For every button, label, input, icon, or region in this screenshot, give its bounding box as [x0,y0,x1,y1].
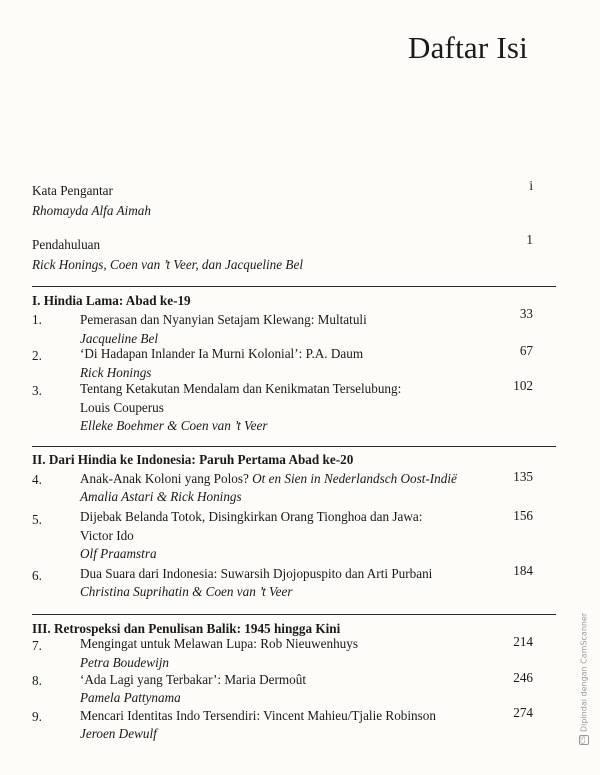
entry-page-number: 156 [513,508,533,523]
entry-title: Dijebak Belanda Totok, Disingkirkan Orang Tionghoa dan Jawa: [80,509,423,524]
entry-page-number: 102 [513,378,533,393]
entry-page-number: 33 [519,306,533,321]
entry-page-number: 135 [513,469,533,484]
entry-page-number: i [529,178,533,193]
section-heading: III. Retrospeksi dan Penulisan Balik: 1945 hingga Kini [32,621,341,636]
entry-page-number: 214 [513,634,533,649]
entry-number: 8. [32,673,42,688]
entry-title [80,471,457,487]
section-divider [32,446,556,447]
entry-author: Jeroen Dewulf [80,726,157,741]
entry-author: Rick Honings [80,365,152,380]
entry-page-number: 246 [513,670,533,685]
entry-title-continued: Victor Ido [80,528,134,543]
entry-author: Petra Boudewijn [80,655,170,670]
entry-author: Rhomayda Alfa Aimah [32,203,151,218]
entry-page-number: 274 [513,705,533,720]
entry-title: Kata Pengantar [32,183,113,198]
entry-page-number: 1 [526,232,533,247]
camscanner-icon: CS [580,736,587,744]
entry-title: Mengingat untuk Melawan Lupa: Rob Nieuwenhuys [80,636,358,651]
entry-number: 9. [32,709,42,724]
entry-page-number: 67 [519,343,533,358]
entry-author: Jacqueline Bel [80,331,158,346]
entry-number: 4. [32,472,42,487]
entry-title-italic: Ot en Sien in Nederlandsch Oost-Indië [252,471,457,486]
entry-number: 5. [32,512,42,527]
entry-number: 1. [32,312,42,327]
entry-number: 3. [32,383,42,398]
entry-number: 7. [32,638,42,653]
entry-title-plain: Anak-Anak Koloni yang Polos? [80,471,253,486]
section-divider [32,614,556,615]
entry-author: Pamela Pattynama [80,690,181,705]
entry-title: Tentang Ketakutan Mendalam dan Kenikmatan Terselubung: [80,381,402,396]
entry-author: Amalia Astari & Rick Honings [80,489,242,504]
entry-title: ‘Ada Lagi yang Terbakar’: Maria Dermoût [80,672,306,687]
entry-title: Pendahuluan [32,237,101,252]
entry-author: Christina Suprihatin & Coen van ’t Veer [80,584,293,599]
entry-page-number: 184 [513,563,533,578]
entry-title-continued: Louis Couperus [80,400,164,415]
entry-number: 2. [32,348,42,363]
entry-title: Dua Suara dari Indonesia: Suwarsih Djojopuspito dan Arti Purbani [80,566,433,581]
entry-title: Mencari Identitas Indo Tersendiri: Vincent Mahieu/Tjalie Robinson [80,708,436,723]
section-heading: II. Dari Hindia ke Indonesia: Paruh Pertama Abad ke-20 [32,452,354,467]
entry-title: ‘Di Hadapan Inlander Ia Murni Kolonial’: P.A. Daum [80,346,364,361]
section-heading: I. Hindia Lama: Abad ke-19 [32,293,191,308]
entry-author: Rick Honings, Coen van ’t Veer, dan Jacqueline Bel [32,257,303,272]
entry-number: 6. [32,568,42,583]
section-divider [32,286,556,287]
entry-title: Pemerasan dan Nyanyian Setajam Klewang: Multatuli [80,312,367,327]
entry-author: Elleke Boehmer & Coen van ’t Veer [80,418,268,433]
entry-author: Olf Praamstra [80,546,157,561]
watermark-text: Dipindai dengan CamScanner [579,612,589,732]
scanner-watermark [579,613,589,745]
page-title: Daftar Isi [408,30,528,65]
